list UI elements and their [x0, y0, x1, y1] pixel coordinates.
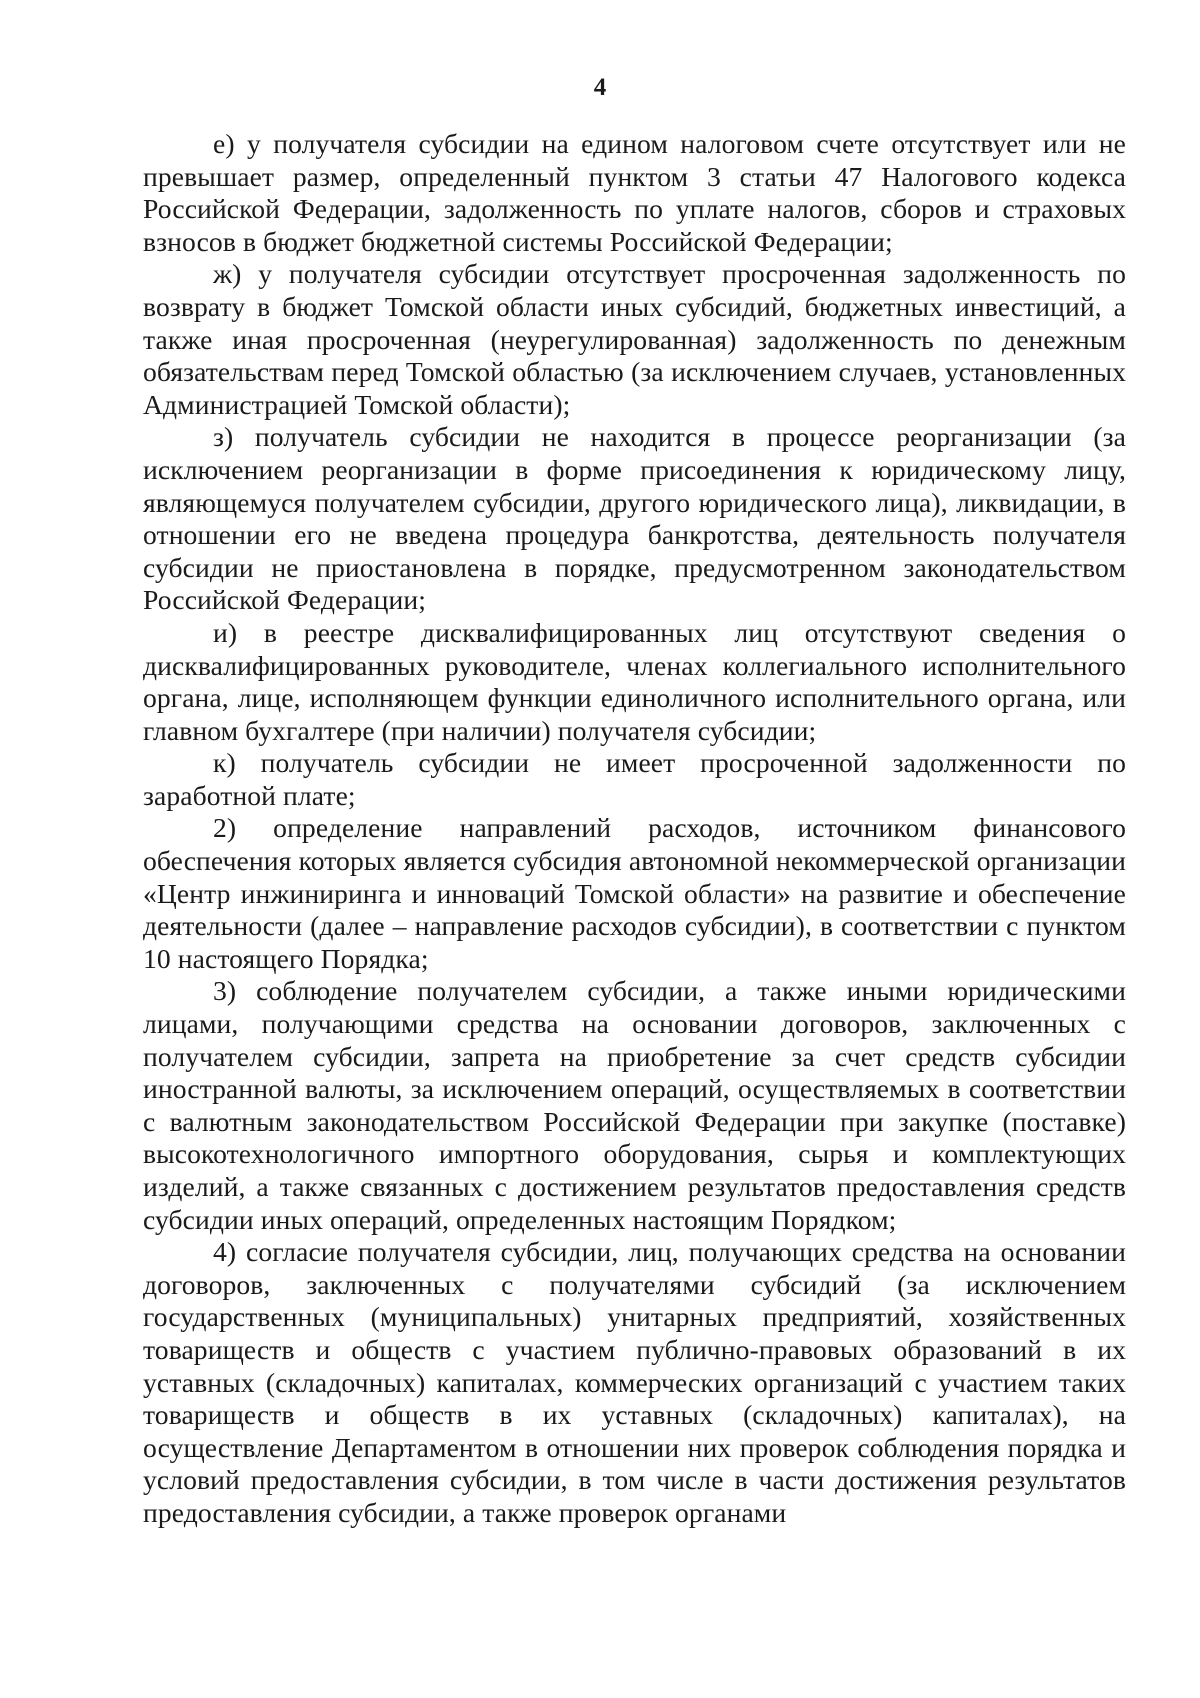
- paragraph-item-4: 4) согласие получателя субсидии, лиц, получающих средства на основании договоров, заключенных с получателями субсидий (за исключением государственных (муниципальных) унитарных предприятий, хозяйственных товариществ и обществ с участием публично-правовых образований в их уставных (складочных) капиталах, коммерческих организаций с участием таких товариществ и обществ в их уставных (складочных) капиталах), на осуществление Департаментом в отношении них проверок соблюдения порядка и условий предоставления субсидии, в том числе в части достижения результатов предоставления субсидии, а также проверок органами: [143, 1236, 1126, 1528]
- paragraph-i: и) в реестре дисквалифицированных лиц отсутствуют сведения о дисквалифицированных руководителе, членах коллегиального исполнительного органа, лице, исполняющем функции единоличного исполнительного органа, или главном бухгалтере (при наличии) получателя субсидии;: [143, 616, 1126, 746]
- paragraph-item-3: 3) соблюдение получателем субсидии, а также иными юридическими лицами, получающими средства на основании договоров, заключенных с получателем субсидии, запрета на приобретение за счет средств субсидии иностранной валюты, за исключением операций, осуществляемых в соответствии с валютным законодательством Российской Федерации при закупке (поставке) высокотехнологичного импортного оборудования, сырья и комплектующих изделий, а также связанных с достижением результатов предоставления средств субсидии иных операций, определенных настоящим Порядком;: [143, 975, 1126, 1235]
- paragraph-e: е) у получателя субсидии на едином налоговом счете отсутствует или не превышает размер, определенный пунктом 3 статьи 47 Налогового кодекса Российской Федерации, задолженность по уплате налогов, сборов и страховых взносов в бюджет бюджетной системы Российской Федерации;: [143, 128, 1126, 257]
- page-number: 4: [593, 74, 607, 101]
- paragraph-z: з) получатель субсидии не находится в процессе реорганизации (за исключением реорганизации в форме присоединения к юридическому лицу, являющемуся получателем субсидии, другого юридического лица), ликвидации, в отношении его не введена процедура банкротства, деятельность получателя субсидии не приостановлена в порядке, предусмотренном законодательством Российской Федерации;: [143, 421, 1126, 616]
- paragraph-k: к) получатель субсидии не имеет просроченной задолженности по заработной плате;: [143, 747, 1126, 811]
- document-body: [143, 128, 1126, 1530]
- paragraph-zh: ж) у получателя субсидии отсутствует просроченная задолженность по возврату в бюджет Томской области иных субсидий, бюджетных инвестиций, а также иная просроченная (неурегулированная) задолженность по денежным обязательствам перед Томской областью (за исключением случаев, установленных Администрацией Томской области);: [143, 258, 1126, 420]
- paragraph-item-2: 2) определение направлений расходов, источником финансового обеспечения которых является субсидия автономной некоммерческой организации «Центр инжиниринга и инноваций Томской области» на развитие и обеспечение деятельности (далее – направление расходов субсидии), в соответствии с пунктом 10 настоящего Порядка;: [143, 812, 1126, 974]
